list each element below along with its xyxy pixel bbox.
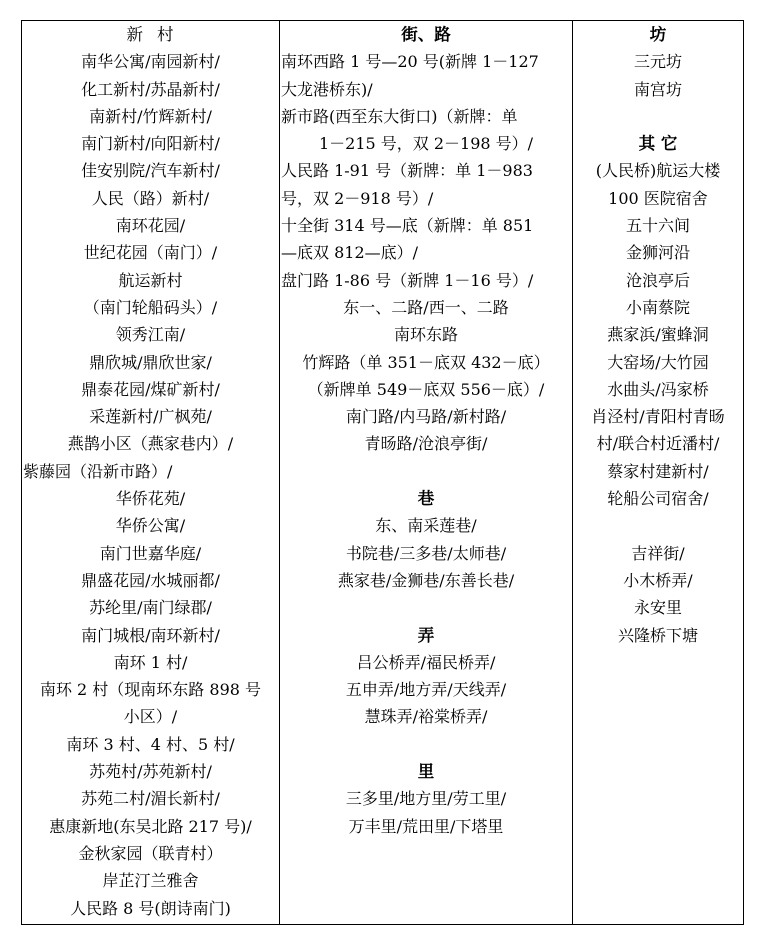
list-item: 南环东路 [393,325,458,345]
list-item: 航运新村 [118,270,183,290]
list-item: 采莲新村/广枫苑/ [89,407,212,427]
list-item: （新牌单 549－底双 556－底）/ [307,379,545,399]
list-item: 三元坊 [633,52,682,72]
column-new-villages [22,21,280,924]
spacer [280,594,572,621]
list-item: 肖泾村/青阳村青旸 [591,407,725,427]
list-item: 永安里 [633,598,682,618]
list-item: 岸芷汀兰雅舍 [102,871,199,891]
list-item: 燕鹊小区（燕家巷内）/ [67,434,234,454]
list-item: 书院巷/三多巷/太师巷/ [345,543,507,563]
list-item: 南门城根/南环新村/ [81,625,220,645]
list-item: 南环 3 村、4 村、5 村/ [66,734,235,754]
list-item: 吕公桥弄/福民桥弄/ [356,652,496,672]
list-item: 燕家巷/金狮巷/东善长巷/ [337,570,515,590]
list-item: 鼎欣城/鼎欣世家/ [89,352,212,372]
list-item: 轮船公司宿舍/ [607,489,709,509]
list-item: 五十六间 [625,216,690,236]
column-header-streets-roads: 街、路 [401,25,451,44]
list-item: 苏苑二村/湄长新村/ [81,789,220,809]
list-item: 吉祥街/ [631,543,685,563]
list-item: 兴隆桥下塘 [617,625,698,645]
list-item: 华侨公寓/ [115,516,186,536]
list-item: (人民桥)航运大楼 [595,161,721,181]
list-item: 青旸路/沧浪亭街/ [364,434,488,454]
list-item: 南环花园/ [115,216,186,236]
list-item: 金狮河沿 [625,243,690,263]
list-item: 人民（路）新村/ [91,188,210,208]
list-item: 竹辉路（单 351－底双 432－底） [302,352,550,372]
list-item: 南门世嘉华庭/ [99,543,202,563]
section-heading: 巷 [417,489,435,509]
streets-roads-list [280,48,572,840]
list-item: 金秋家园（联青村） [78,843,223,863]
section-heading: 弄 [417,625,435,645]
list-item: 惠康新地(东吴北路 217 号)/ [49,816,252,836]
list-item: 鼎盛花园/水城丽都/ [81,570,220,590]
fang-list [573,48,743,649]
list-item: 东一、二路/西一、二路 [343,297,509,317]
list-item: 南门路/内马路/新村路/ [345,407,507,427]
list-item: 世纪花园（南门）/ [83,243,218,263]
list-item: 万丰里/荒田里/下塔里 [348,816,504,836]
list-item: 小区）/ [123,707,178,727]
list-item: 紫藤园（沿新市路）/ [23,461,173,481]
list-item: 人民路 1-91 号（新牌：单 1－983 [281,161,533,181]
column-streets-roads [280,21,573,924]
list-item: 慧珠弄/裕棠桥弄/ [364,707,488,727]
list-item: 南新村/竹辉新村/ [89,106,212,126]
spacer [280,731,572,758]
list-item: 南环 2 村（现南环东路 898 号 [39,680,262,700]
list-item: 华侨花苑/ [115,489,186,509]
list-item: （南门轮船码头）/ [83,297,218,317]
list-item: 大窑场/大竹园 [607,352,709,372]
list-item: 小南蔡院 [625,297,690,317]
list-item: 人民路 8 号(朗诗南门) [70,898,231,918]
list-item: 东、南采莲巷/ [375,516,477,536]
list-item: 水曲头/冯家桥 [607,379,709,399]
list-item: 十全街 314 号—底（新牌：单 851 [281,216,534,236]
column-header-new-villages: 新村 [126,25,188,44]
list-item: 沧浪亭后 [625,270,690,290]
list-item: 三多里/地方里/劳工里/ [345,789,507,809]
list-item: 南宫坊 [633,79,682,99]
list-item: 号，双 2－918 号）/ [281,188,434,208]
column-fang [573,21,743,924]
new-villages-list [22,48,279,922]
spacer [573,512,743,539]
section-heading: 里 [417,762,435,782]
list-item: 小木桥弄/ [623,570,693,590]
list-item: 南环西路 1 号—20 号(新牌 1－127 [281,52,539,72]
list-item: 大龙港桥东)/ [281,79,373,99]
list-item: 领秀江南/ [115,325,186,345]
list-item: 佳安别院/汽车新村/ [81,161,220,181]
list-item: 燕家浜/蜜蜂洞 [607,325,709,345]
list-item: 新市路(西至东大街口)（新牌：单 [281,106,518,126]
address-table [21,20,744,925]
list-item: 苏苑村/苏苑新村/ [89,762,212,782]
list-item: 蔡家村建新村/ [607,461,709,481]
column-header-fang: 坊 [649,25,667,44]
section-heading: 其 它 [638,134,678,154]
list-item: 化工新村/苏晶新村/ [81,79,220,99]
list-item: 1－215 号，双 2－198 号）/ [318,134,534,154]
spacer [280,458,572,485]
list-item: —底双 812—底）/ [281,243,419,263]
list-item: 南环 1 村/ [113,652,188,672]
list-item: 100 医院宿舍 [608,188,708,208]
list-item: 五申弄/地方弄/天线弄/ [345,680,507,700]
spacer [573,103,743,130]
list-item: 盘门路 1-86 号（新牌 1－16 号）/ [281,270,534,290]
list-item: 南华公寓/南园新村/ [81,52,220,72]
list-item: 鼎泰花园/煤矿新村/ [81,379,220,399]
list-item: 苏纶里/南门绿郡/ [89,598,212,618]
list-item: 南门新村/向阳新村/ [81,134,220,154]
list-item: 村/联合村近潘村/ [596,434,720,454]
